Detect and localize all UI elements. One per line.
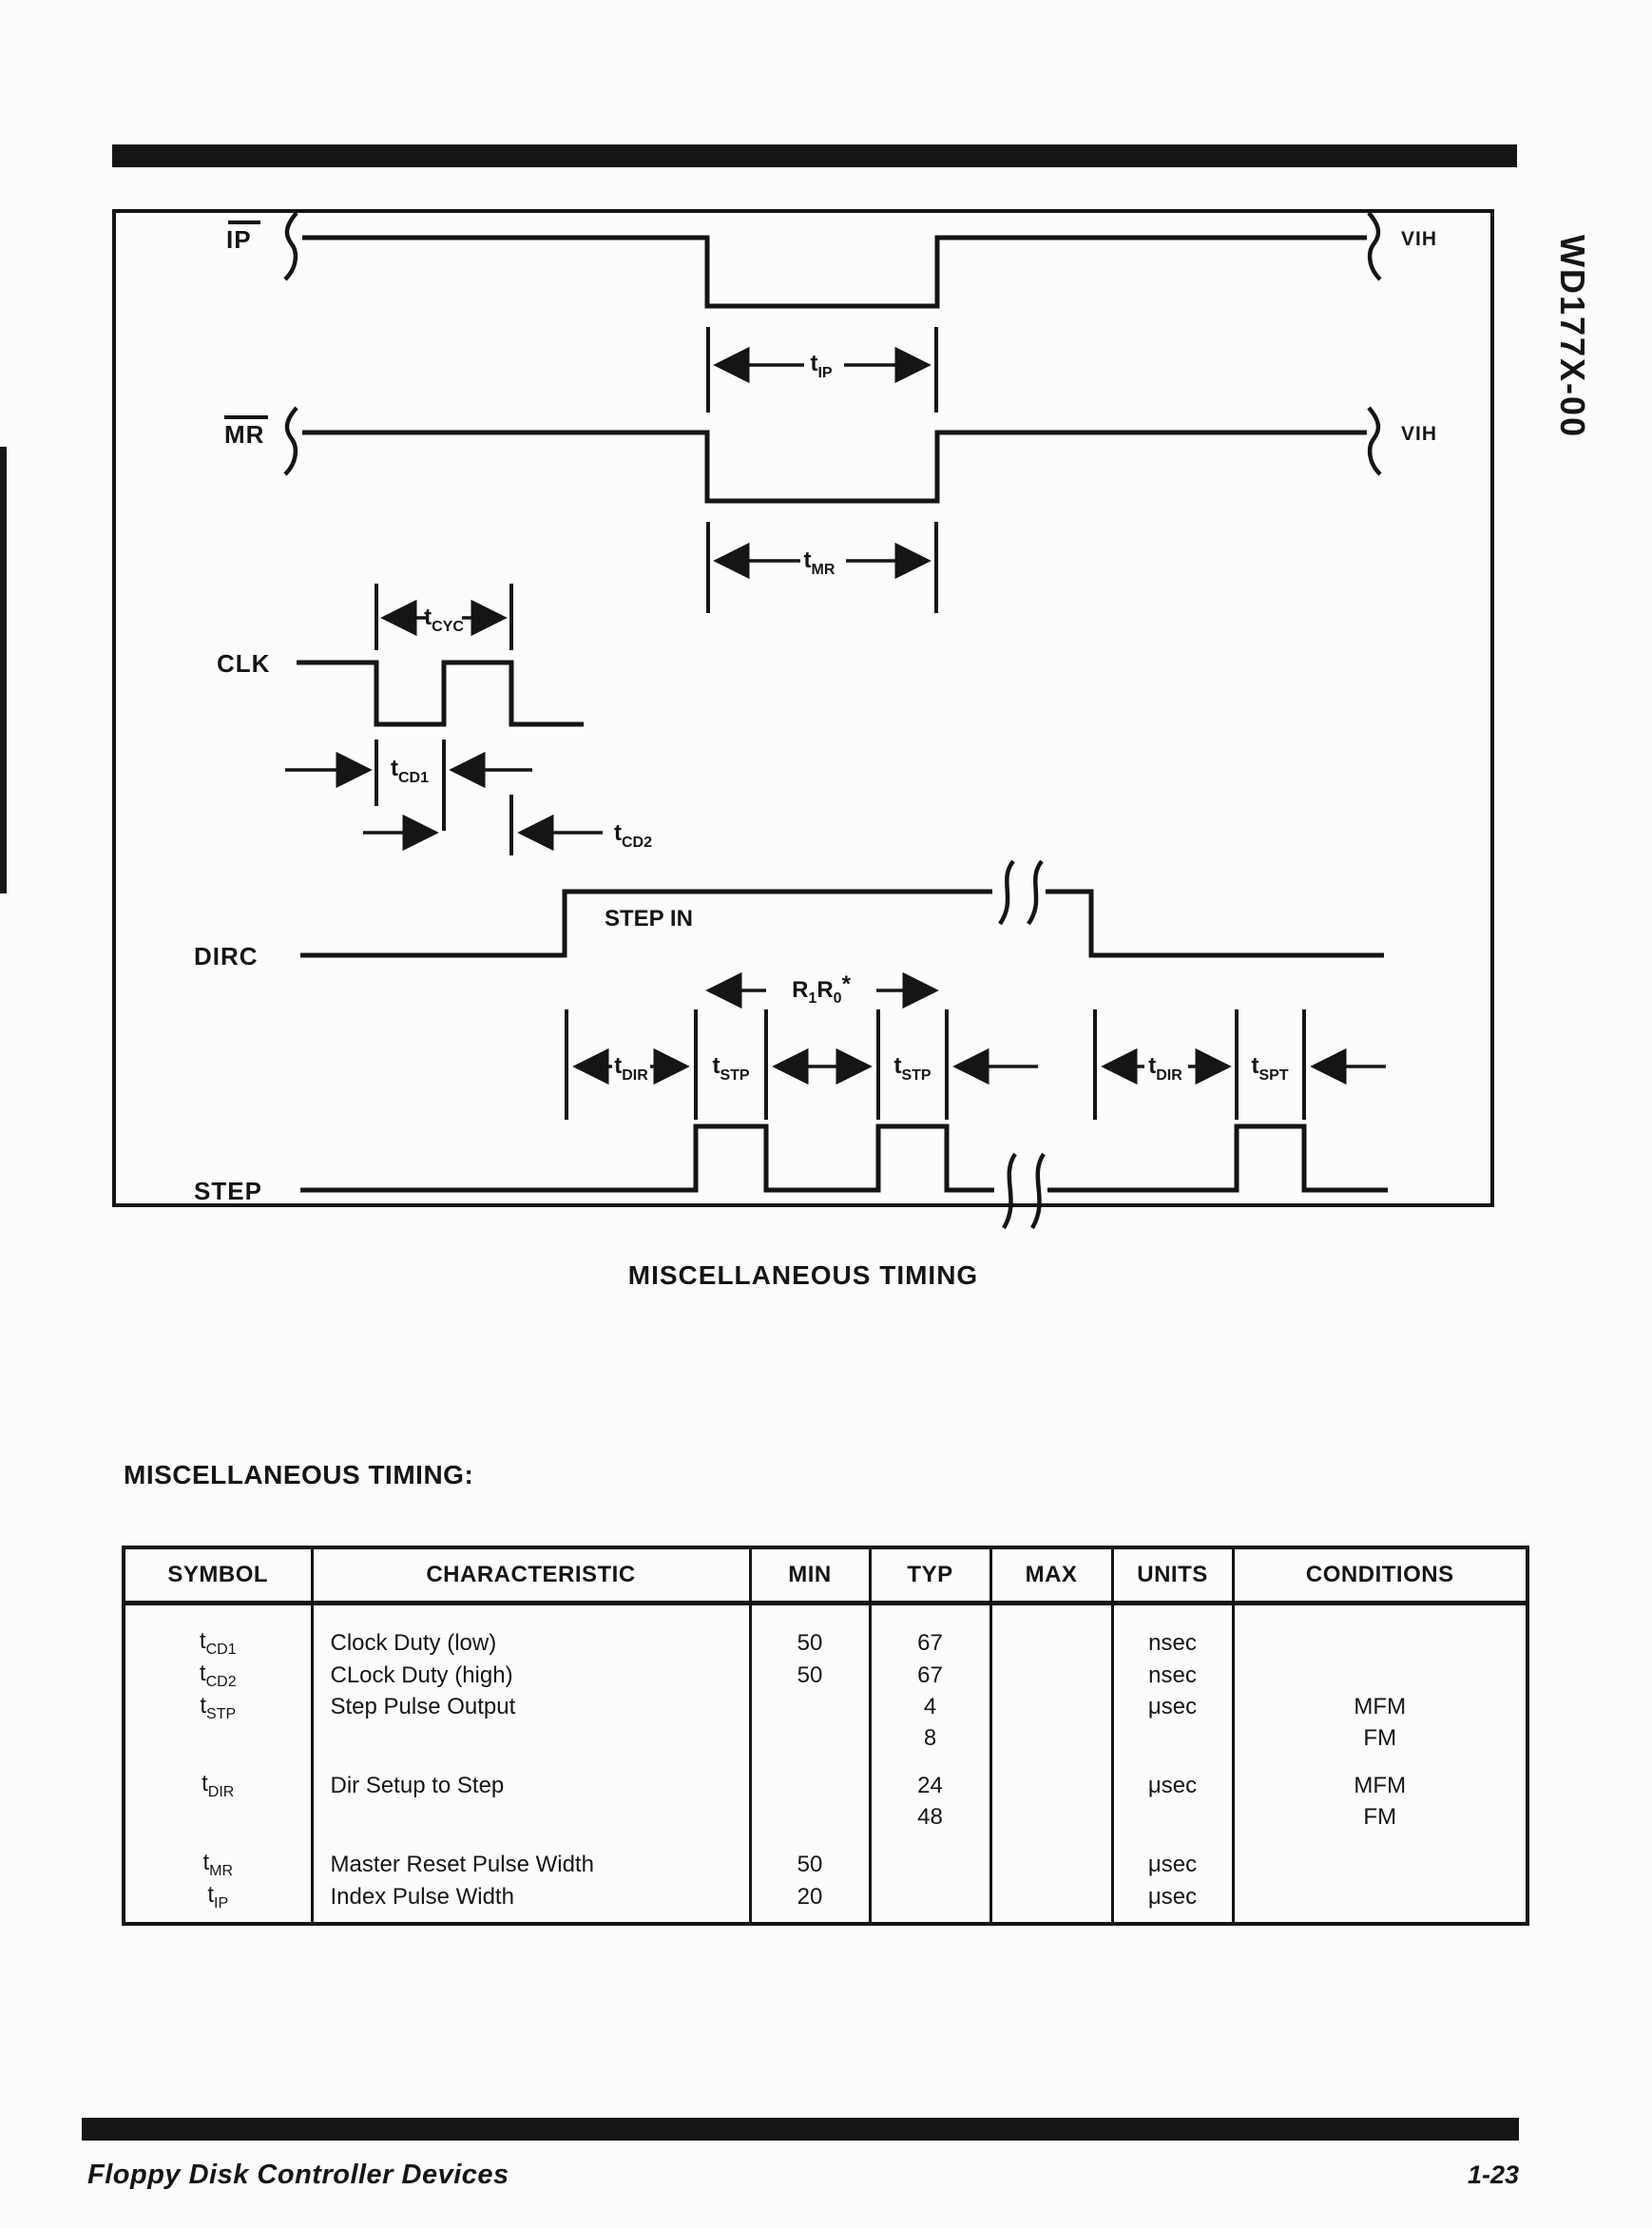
mr-start-break	[285, 408, 297, 474]
step-break-mark-2	[1032, 1154, 1044, 1228]
cell-units	[1112, 1723, 1233, 1754]
table-row	[124, 1723, 1527, 1754]
cell-symbol: $t_{CD2}$	[124, 1660, 312, 1692]
t-cyc-label: $t_{CYC}$	[424, 605, 464, 635]
cell-characteristic: Index Pulse Width	[312, 1881, 750, 1924]
col-header-symbol: SYMBOL	[124, 1547, 312, 1604]
table-row	[124, 1604, 1527, 1660]
cell-symbol: $t_{CD1}$	[124, 1604, 312, 1660]
cell-typ: 24	[870, 1770, 990, 1802]
table-row	[124, 1849, 1527, 1881]
table-spacer-row	[124, 1754, 1527, 1770]
waveform-step-right	[1047, 1126, 1388, 1190]
cell-conditions: FM	[1233, 1723, 1527, 1754]
cell-max	[990, 1770, 1112, 1802]
table-spacer-row	[124, 1833, 1527, 1849]
signal-label-ip: IP	[226, 225, 252, 254]
cell-max	[990, 1723, 1112, 1754]
vih-label-ip: VIH	[1401, 228, 1438, 250]
top-rule	[112, 144, 1517, 167]
cell-characteristic: Step Pulse Output	[312, 1692, 750, 1724]
cell-units: μsec	[1112, 1692, 1233, 1724]
timing-table-wrap	[122, 1546, 1529, 1926]
cell-conditions	[1233, 1660, 1527, 1692]
dirc-break-mark-1	[1000, 861, 1013, 924]
cell-characteristic: Master Reset Pulse Width	[312, 1849, 750, 1881]
step-in-label: STEP IN	[605, 906, 693, 932]
step-break-mark-1	[1004, 1154, 1015, 1228]
table-row	[124, 1802, 1527, 1833]
cell-min: 50	[750, 1849, 870, 1881]
cell-max	[990, 1802, 1112, 1833]
cell-typ: 48	[870, 1802, 990, 1833]
col-header-min: MIN	[750, 1547, 870, 1604]
cell-units: nsec	[1112, 1660, 1233, 1692]
t-cd2-label: $t_{CD2}$	[614, 820, 653, 851]
t-stp1-label: $t_{STP}$	[712, 1053, 750, 1084]
col-header-units: UNITS	[1112, 1547, 1233, 1604]
cell-typ: 67	[870, 1660, 990, 1692]
col-header-conditions: CONDITIONS	[1233, 1547, 1527, 1604]
t-ip-label: $t_{IP}$	[810, 351, 833, 381]
cell-units: nsec	[1112, 1604, 1233, 1660]
signal-label-clk: CLK	[217, 649, 271, 678]
cell-characteristic: Dir Setup to Step	[312, 1770, 750, 1802]
footer-rule	[82, 2118, 1519, 2141]
r1r0-label: $R_1R_0*$	[792, 971, 851, 1007]
cell-symbol	[124, 1723, 312, 1754]
waveform-dirc-right	[1046, 892, 1384, 955]
cell-units: μsec	[1112, 1881, 1233, 1924]
cell-characteristic	[312, 1802, 750, 1833]
dirc-break-mark-2	[1028, 861, 1042, 924]
signal-label-mr: MR	[224, 420, 265, 449]
part-number-side-label: WD177X-00	[1553, 235, 1592, 439]
cell-characteristic: CLock Duty (high)	[312, 1660, 750, 1692]
t-mr-label: $t_{MR}$	[803, 547, 836, 578]
col-header-typ: TYP	[870, 1547, 990, 1604]
signal-label-dirc: DIRC	[194, 942, 259, 970]
cell-symbol: $t_{IP}$	[124, 1881, 312, 1924]
t-dir1-label: $t_{DIR}$	[614, 1053, 648, 1084]
cell-min: 50	[750, 1660, 870, 1692]
cell-min	[750, 1802, 870, 1833]
cell-symbol: $t_{STP}$	[124, 1692, 312, 1724]
waveform-step-left	[300, 1126, 994, 1190]
cell-conditions: FM	[1233, 1802, 1527, 1833]
signal-label-step: STEP	[194, 1177, 262, 1205]
section-heading: MISCELLANEOUS TIMING:	[124, 1460, 474, 1489]
left-margin-mark	[0, 447, 7, 893]
t-spt-label: $t_{SPT}$	[1251, 1053, 1289, 1084]
cell-max	[990, 1692, 1112, 1724]
ip-end-break	[1369, 213, 1380, 279]
cell-min	[750, 1723, 870, 1754]
cell-max	[990, 1660, 1112, 1692]
cell-min	[750, 1692, 870, 1724]
cell-units	[1112, 1802, 1233, 1833]
col-header-max: MAX	[990, 1547, 1112, 1604]
table-header-row	[124, 1547, 1527, 1604]
cell-symbol: $t_{DIR}$	[124, 1770, 312, 1802]
cell-characteristic	[312, 1723, 750, 1754]
table-row	[124, 1692, 1527, 1724]
table-row	[124, 1881, 1527, 1924]
cell-units: μsec	[1112, 1849, 1233, 1881]
footer-title: Floppy Disk Controller Devices	[87, 2160, 509, 2190]
t-stp2-label: $t_{STP}$	[893, 1053, 932, 1084]
footer	[87, 2160, 1519, 2191]
cell-symbol	[124, 1802, 312, 1833]
cell-max	[990, 1604, 1112, 1660]
ip-start-break	[285, 213, 297, 279]
t-cd1-label: $t_{CD1}$	[390, 756, 430, 786]
cell-conditions	[1233, 1604, 1527, 1660]
cell-typ: 8	[870, 1723, 990, 1754]
diagram-caption: MISCELLANEOUS TIMING	[627, 1260, 979, 1290]
timing-table	[122, 1546, 1529, 1926]
waveform-clk	[297, 663, 584, 724]
cell-typ: 4	[870, 1692, 990, 1724]
cell-typ: 67	[870, 1604, 990, 1660]
cell-characteristic: Clock Duty (low)	[312, 1604, 750, 1660]
cell-conditions	[1233, 1849, 1527, 1881]
cell-max	[990, 1849, 1112, 1881]
table-row	[124, 1660, 1527, 1692]
cell-typ	[870, 1849, 990, 1881]
page-number: 1-23	[1467, 2161, 1519, 2189]
cell-min: 20	[750, 1881, 870, 1924]
t-dir2-label: $t_{DIR}$	[1148, 1053, 1182, 1084]
cell-symbol: $t_{MR}$	[124, 1849, 312, 1881]
cell-typ	[870, 1881, 990, 1924]
cell-conditions: MFM	[1233, 1692, 1527, 1724]
cell-units: μsec	[1112, 1770, 1233, 1802]
cell-conditions: MFM	[1233, 1770, 1527, 1802]
waveform-ip	[302, 238, 1367, 306]
col-header-characteristic: CHARACTERISTIC	[312, 1547, 750, 1604]
vih-label-mr: VIH	[1401, 423, 1438, 445]
cell-min	[750, 1770, 870, 1802]
diagram-frame	[114, 211, 1492, 1205]
table-row	[124, 1770, 1527, 1802]
cell-min: 50	[750, 1604, 870, 1660]
cell-conditions	[1233, 1881, 1527, 1924]
mr-end-break	[1369, 408, 1380, 474]
cell-max	[990, 1881, 1112, 1924]
waveform-mr	[302, 432, 1367, 501]
